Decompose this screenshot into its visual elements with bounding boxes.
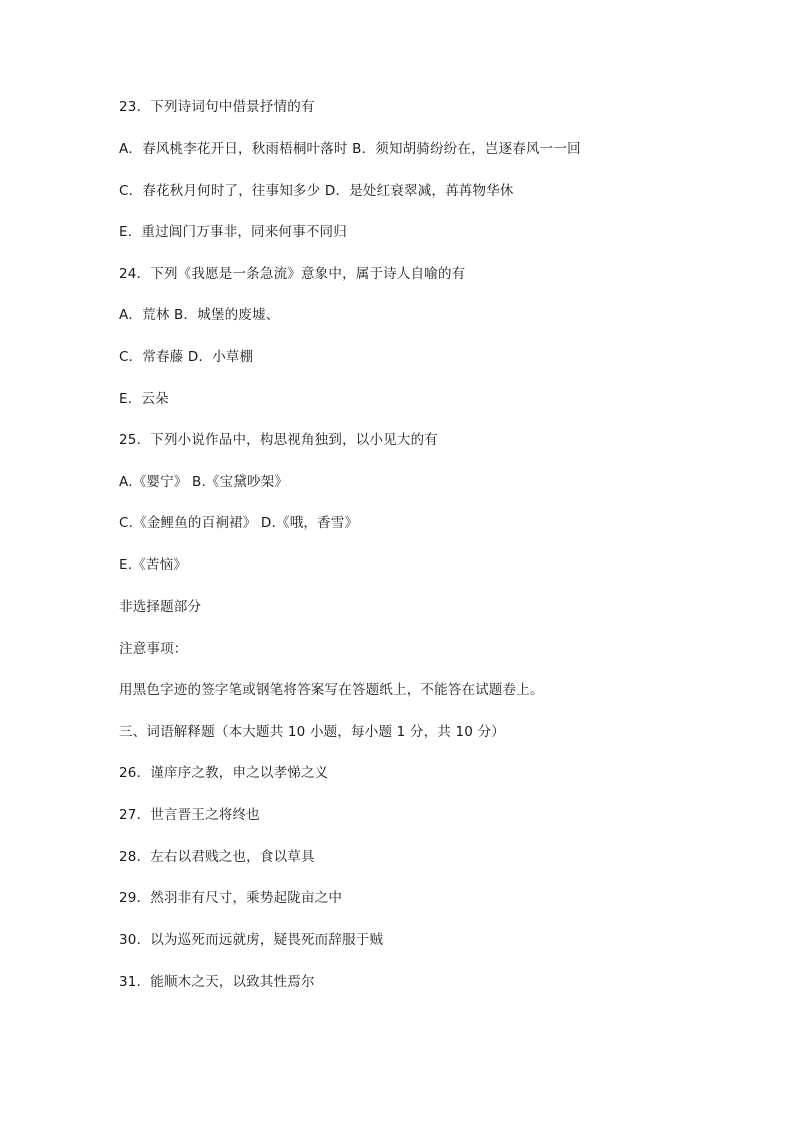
question-28: 28．左右以君贱之也，食以草具 — [119, 849, 315, 865]
question-23-option-e: E．重过阊门万事非，同来何事不同归 — [119, 224, 347, 240]
question-29: 29．然羽非有尺寸，乘势起陇亩之中 — [119, 890, 343, 906]
question-31: 31．能顺木之天，以致其性焉尔 — [119, 974, 315, 990]
question-24-option-e: E．云朵 — [119, 391, 169, 407]
question-25-stem: 25．下列小说作品中，构思视角独到，以小见大的有 — [119, 432, 438, 448]
section-heading-non-choice: 非选择题部分 — [119, 599, 202, 615]
question-26: 26．谨庠序之教，申之以孝悌之义 — [119, 765, 329, 781]
question-25-option-e: E.《苦恼》 — [119, 557, 188, 573]
notice-text: 用黑色字迹的签字笔或钢笔将答案写在答题纸上，不能答在试题卷上。 — [119, 682, 544, 698]
question-25-options-cd: C.《金鲤鱼的百裥裙》 D.《哦，香雪》 — [119, 515, 359, 531]
question-27: 27．世言晋王之将终也 — [119, 807, 260, 823]
question-24-stem: 24．下列《我愿是一条急流》意象中，属于诗人自喻的有 — [119, 266, 466, 282]
question-30: 30．以为巡死而远就虏，疑畏死而辞服于贼 — [119, 932, 384, 948]
question-25-options-ab: A.《婴宁》 B.《宝黛吵架》 — [119, 474, 289, 490]
question-23-options-ab: A．春风桃李花开日，秋雨梧桐叶落时 B．须知胡骑纷纷在，岂逐春风一一回 — [119, 141, 581, 157]
question-23-options-cd: C．春花秋月何时了，往事知多少 D．是处红衰翠减，苒苒物华休 — [119, 183, 514, 199]
question-24-options-ab: A．荒林 B．城堡的废墟、 — [119, 307, 280, 323]
question-23-stem: 23．下列诗词句中借景抒情的有 — [119, 99, 315, 115]
question-24-options-cd: C．常春藤 D．小草棚 — [119, 349, 254, 365]
section-heading-word-explanation: 三、词语解释题（本大题共 10 小题，每小题 1 分，共 10 分） — [119, 724, 505, 740]
notice-heading: 注意事项： — [119, 641, 188, 657]
